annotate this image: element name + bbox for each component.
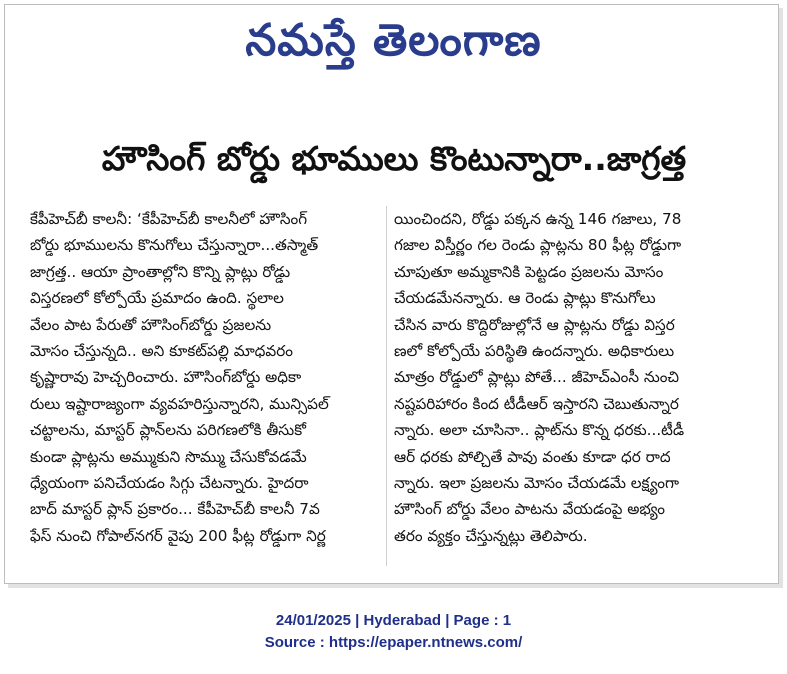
article-line: రులు ఇష్టారాజ్యంగా వ్యవహరిస్తున్నారని, మున్సిపల్ — [30, 394, 329, 413]
article-line: న్నారు. అలా చూసినా.. ప్లాట్‌ను కొన్న ధరకు...టీడీ — [394, 421, 685, 440]
article-line: కృష్ణారావు హెచ్చరించారు. హౌసింగ్‌బోర్డు అధికా — [30, 368, 302, 387]
article-line: ఆర్ ధరకు పోల్చితే పావు వంతు కూడా ధర రాద — [394, 447, 671, 466]
article-line: బోర్డు భూములను కొనుగోలు చేస్తున్నారా...తస్మాత్ — [30, 236, 319, 255]
article-line: యించిందని, రోడ్డు పక్కన ఉన్న 146 గజాలు, 78 — [394, 210, 682, 228]
article-line: చూపుతూ అమ్మకానికి పెట్టడం ప్రజలను మోసం — [394, 262, 664, 281]
article-line: ధ్యేయంగా పనిచేయడం సిగ్గు చేటన్నారు. హైదరా — [30, 473, 309, 492]
footer-date-edition-page: 24/01/2025 | Hyderabad | Page : 1 — [275, 612, 512, 629]
article-column-left — [30, 206, 380, 576]
article-line: మోసం చేస్తున్నది.. అని కూకట్‌పల్లి మాధవరం — [30, 341, 293, 360]
article-column-right — [394, 206, 774, 576]
newspaper-masthead: నమస్తే తెలంగాణ — [245, 15, 542, 66]
article-line: హౌసింగ్ బోర్డు వేలం పాటను వేయడంపై అభ్యం — [394, 500, 665, 519]
article-line: తరం వ్యక్తం చేస్తున్నట్లు తెలిపారు. — [394, 526, 588, 545]
article-line: విస్తరణలో కోల్పోయే ప్రమాదం ఉంది. స్థలాల — [30, 289, 284, 308]
article-line: గజాల విస్తీర్ణం గల రెండు ప్లాట్లను 80 ఫీట్ల రోడ్డుగా — [394, 236, 682, 255]
column-divider — [386, 206, 387, 566]
page-shadow-bottom — [8, 584, 783, 588]
article-line: వేలం పాట పేరుతో హౌసింగ్‌బోర్డు ప్రజలను — [30, 315, 272, 334]
article-line: న్నారు. ఇలా ప్రజలను మోసం చేయడమే లక్ష్యంగా — [394, 473, 679, 492]
article-line: చేసిన వారు కొద్దిరోజుల్లోనే ఆ ప్లాట్లను రోడ్డు విస్తర — [394, 315, 675, 334]
article-line: మాత్రం రోడ్డులో ప్లాట్లు పోతే... జీహెచ్‌ఎంసీ నుంచి — [394, 368, 680, 387]
article-line: చేయడమేనన్నారు. ఆ రెండు ప్లాట్లు కొనుగోలు — [394, 289, 656, 308]
article-line: బాద్ మాస్టర్ ప్లాన్ ప్రకారం... కేపీహెచ్‌బీ కాలనీ 7వ — [30, 500, 320, 519]
article-line: నష్టపరిహారం కింద టీడీఆర్ ఇస్తారని చెబుతున్నార — [394, 394, 679, 413]
article-line: కుండా ప్లాట్లను అమ్ముకుని సొమ్ము చేసుకోవడమే — [30, 447, 307, 466]
page-shadow-right — [779, 8, 783, 588]
article-line: కేపీహెచ్‌బీ కాలనీ: ‘కేపీహెచ్‌బీ కాలనీలో హౌసింగ్ — [30, 210, 308, 228]
footer-source-link[interactable]: Source : https://epaper.ntnews.com/ — [264, 634, 523, 651]
article-headline: హౌసింగ్ బోర్డు భూములు కొంటున్నారా..జాగ్రత్త — [101, 139, 687, 178]
article-line: చట్టాలను, మాస్టర్ ప్లాన్‌లను పరిగణలోకి తీసుకో — [30, 421, 306, 440]
article-line: ణలో కోల్పోయే పరిస్థితి ఉందన్నారు. అధికారులు — [394, 341, 675, 360]
article-line: జాగ్రత్త.. ఆయా ప్రాంతాల్లోని కొన్ని ప్లాట్లు రోడ్డు — [30, 262, 291, 281]
article-line: ఫేస్ నుంచి గోపాల్‌నగర్ వైపు 200 ఫీట్ల రోడ్డుగా నిర్ణ — [30, 526, 326, 545]
